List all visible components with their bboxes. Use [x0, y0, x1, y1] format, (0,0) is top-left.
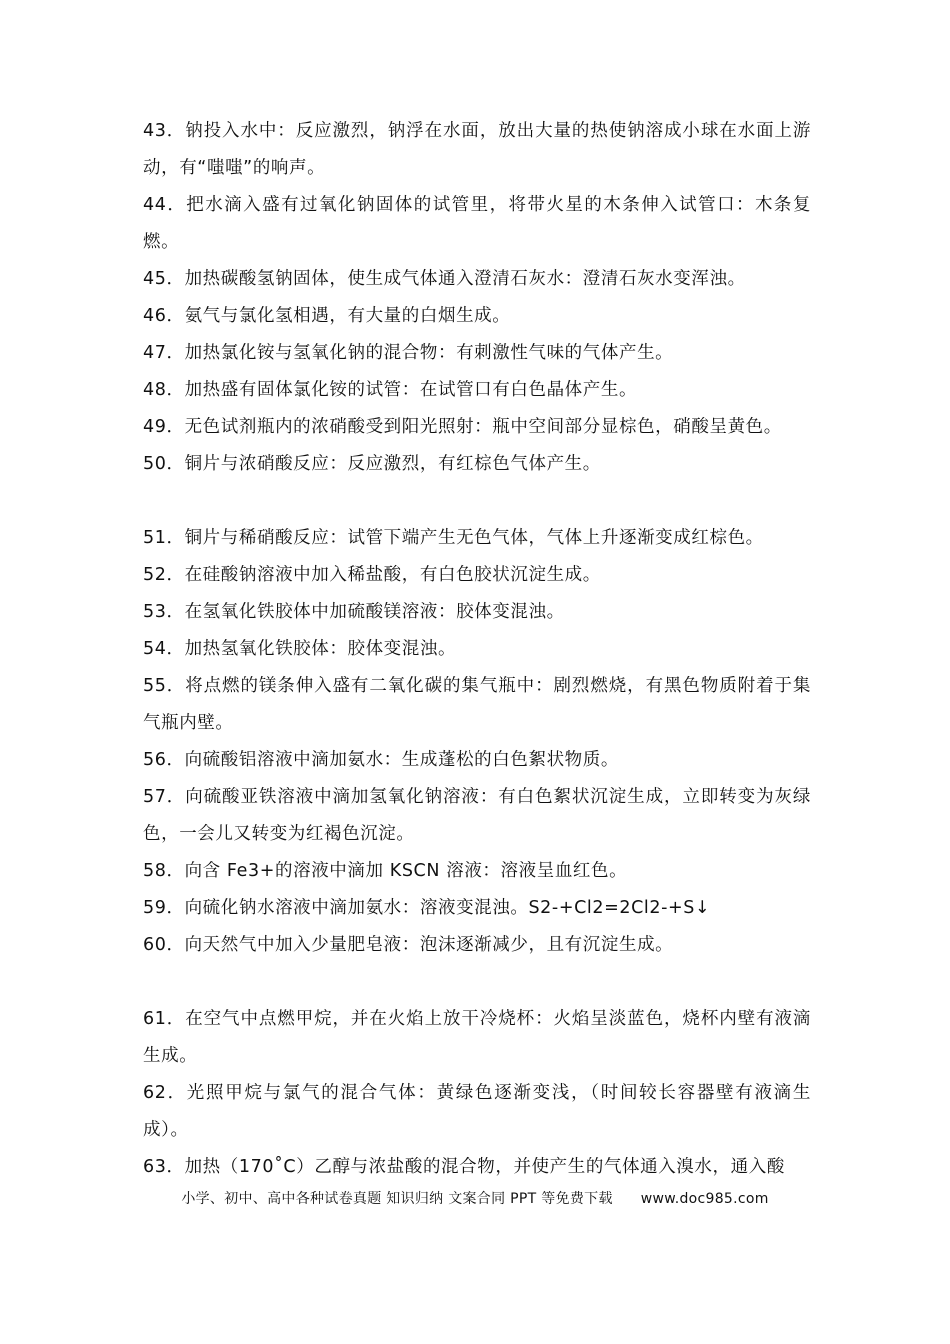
list-item: 63．加热（170˚C）乙醇与浓盐酸的混合物，并使产生的气体通入溴水，通入酸: [143, 1157, 785, 1177]
list-item: 51．铜片与稀硝酸反应：试管下端产生无色气体，气体上升逐渐变成红棕色。: [143, 528, 764, 548]
page-footer: [0, 1188, 950, 1208]
list-item: 54．加热氢氧化铁胶体：胶体变混浊。: [143, 639, 457, 659]
list-item: 52．在硅酸钠溶液中加入稀盐酸，有白色胶状沉淀生成。: [143, 565, 601, 585]
footer-text: 小学、初中、高中各种试卷真题 知识归纳 文案合同 PPT 等免费下载: [181, 1191, 613, 1207]
list-item: 50．铜片与浓硝酸反应：反应激烈，有红棕色气体产生。: [143, 454, 601, 474]
paragraph-gap: [143, 483, 811, 520]
document-body: [143, 113, 811, 1186]
list-item: 56．向硫酸铝溶液中滴加氨水：生成蓬松的白色絮状物质。: [143, 750, 619, 770]
list-item: 57．向硫酸亚铁溶液中滴加氢氧化钠溶液：有白色絮状沉淀生成，立即转变为灰绿色，一会儿又转变为红褐色沉淀。: [143, 787, 811, 844]
footer-link[interactable]: www.doc985.com: [640, 1191, 769, 1207]
list-item: 49．无色试剂瓶内的浓硝酸受到阳光照射：瓶中空间部分显棕色，硝酸呈黄色。: [143, 417, 782, 437]
list-item: 62．光照甲烷与氯气的混合气体：黄绿色逐渐变浅，（时间较长容器壁有液滴生成）。: [143, 1083, 811, 1140]
paragraph-gap: [143, 964, 811, 1001]
list-item: 59．向硫化钠水溶液中滴加氨水：溶液变混浊。S2-+Cl2=2Cl2-+S↓: [143, 898, 711, 918]
list-item: 47．加热氯化铵与氢氧化钠的混合物：有刺激性气味的气体产生。: [143, 343, 674, 363]
list-item: 61．在空气中点燃甲烷，并在火焰上放干冷烧杯：火焰呈淡蓝色，烧杯内壁有液滴生成。: [143, 1009, 811, 1066]
list-item: 53．在氢氧化铁胶体中加硫酸镁溶液：胶体变混浊。: [143, 602, 565, 622]
list-item: 46．氨气与氯化氢相遇，有大量的白烟生成。: [143, 306, 511, 326]
list-item: 48．加热盛有固体氯化铵的试管：在试管口有白色晶体产生。: [143, 380, 638, 400]
list-item: 43．钠投入水中：反应激烈，钠浮在水面，放出大量的热使钠溶成小球在水面上游动，有“嗤嗤”的响声。: [143, 121, 811, 178]
list-item: 58．向含 Fe3+的溶液中滴加 KSCN 溶液：溶液呈血红色。: [143, 861, 628, 881]
list-item: 60．向天然气中加入少量肥皂液：泡沫逐渐减少，且有沉淀生成。: [143, 935, 674, 955]
list-item: 44．把水滴入盛有过氧化钠固体的试管里，将带火星的木条伸入试管口：木条复燃。: [143, 195, 811, 252]
list-item: 55．将点燃的镁条伸入盛有二氧化碳的集气瓶中：剧烈燃烧，有黑色物质附着于集气瓶内壁。: [143, 676, 811, 733]
list-item: 45．加热碳酸氢钠固体，使生成气体通入澄清石灰水：澄清石灰水变浑浊。: [143, 269, 746, 289]
